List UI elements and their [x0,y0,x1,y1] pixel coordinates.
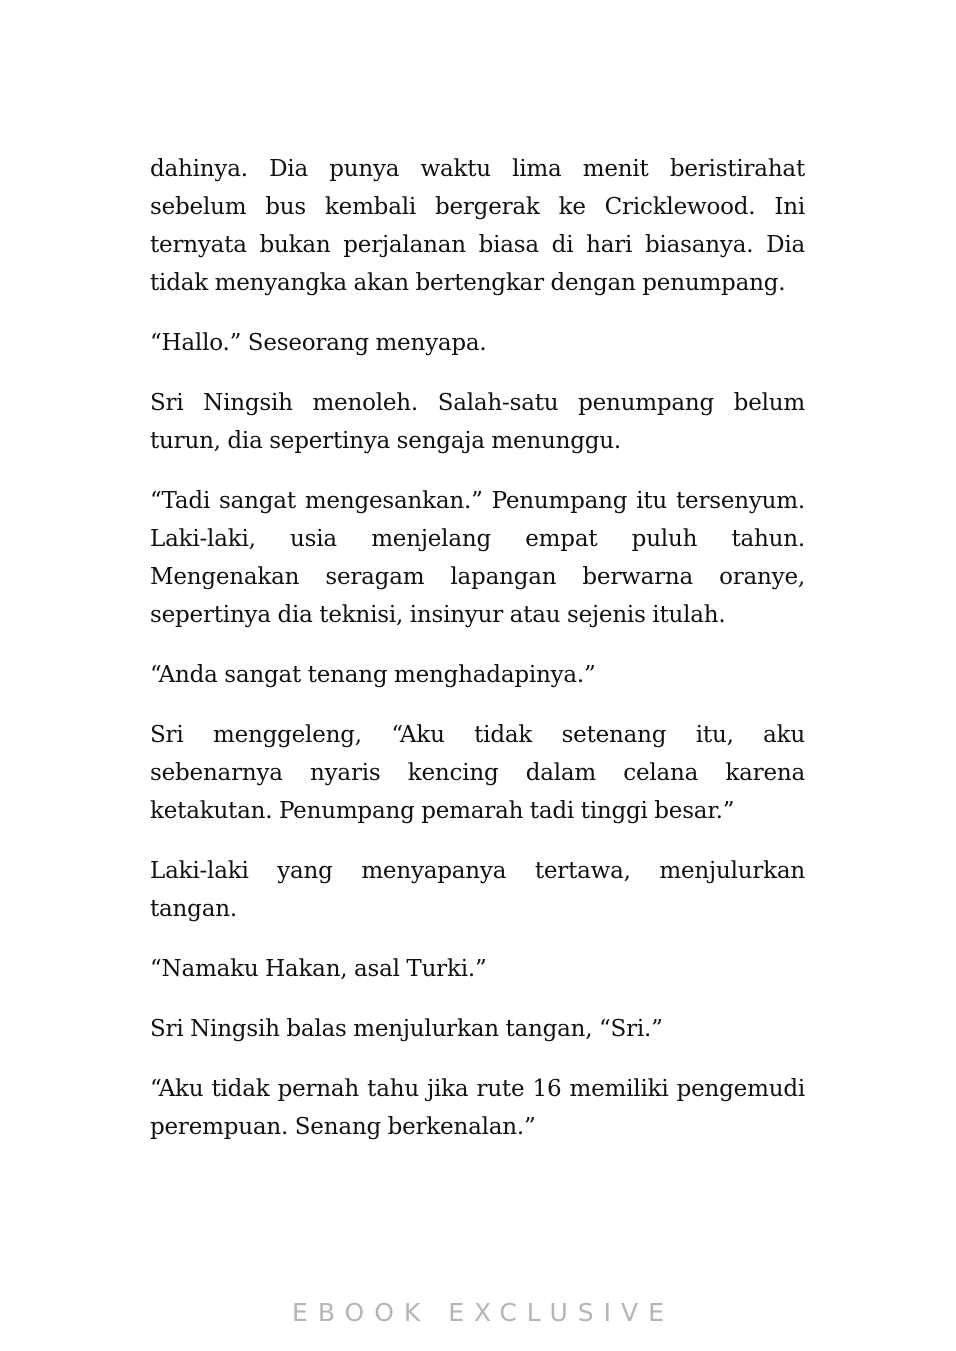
paragraph: Laki-laki yang menyapanya tertawa, menjulurkan tangan. [150,858,805,922]
paragraph: “Tadi sangat mengesankan.” Penumpang itu tersenyum. Laki-laki, usia menjelang empat puluh tahun. Mengenakan seragam lapangan berwarna oranye, sepertinya dia teknisi, insinyur atau sejenis itulah. [150,488,805,628]
body-text [150,150,805,1168]
paragraph: Sri menggeleng, “Aku tidak setenang itu, aku sebenarnya nyaris kencing dalam celana karena ketakutan. Penumpang pemarah tadi tinggi besar.” [150,722,805,824]
ebook-exclusive-footer: EBOOK EXCLUSIVE [292,1298,674,1327]
paragraph: “Aku tidak pernah tahu jika rute 16 memiliki pengemudi perempuan. Senang berkenalan.” [150,1076,805,1140]
paragraph: Sri Ningsih balas menjulurkan tangan, “Sri.” [150,1016,663,1042]
paragraph: dahinya. Dia punya waktu lima menit beristirahat sebelum bus kembali bergerak ke Cricklewood. Ini ternyata bukan perjalanan biasa di hari biasanya. Dia tidak menyangka akan bertengkar dengan penumpang. [150,156,805,296]
paragraph: “Hallo.” Seseorang menyapa. [150,330,487,356]
paragraph: “Anda sangat tenang menghadapinya.” [150,662,596,688]
paragraph: Sri Ningsih menoleh. Salah-satu penumpang belum turun, dia sepertinya sengaja menunggu. [150,390,805,454]
paragraph: “Namaku Hakan, asal Turki.” [150,956,487,982]
